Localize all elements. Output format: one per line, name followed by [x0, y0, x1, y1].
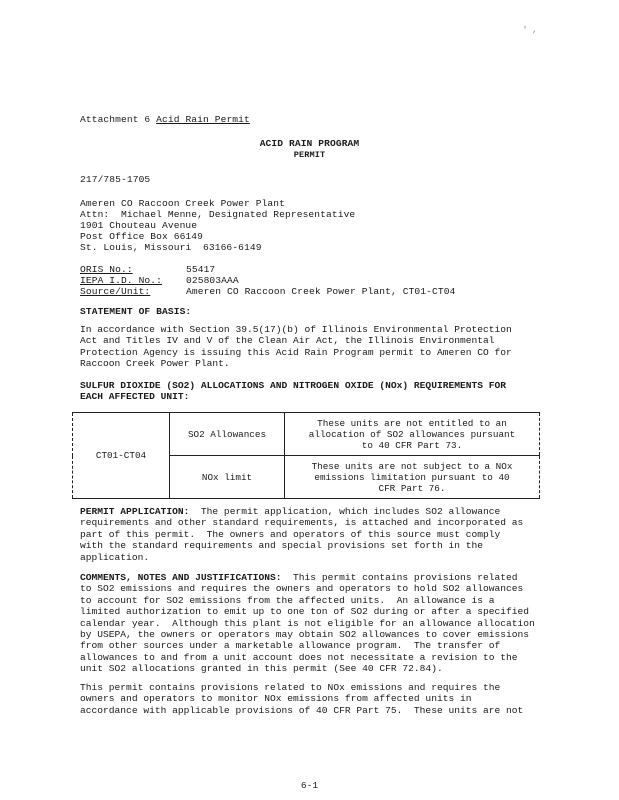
statement-body: In accordance with Section 39.5(17)(b) of Illinois Environmental Protection Act and Titles IV and V of the Clean Air Act, the Illinois Environmental Protection Agency is issuing this Acid Rain Program permit to Ameren CO for Raccoon Creek Power Plant.: [80, 324, 512, 370]
phone-number: 217/785-1705: [80, 174, 151, 185]
oris-label: ORIS No.:: [80, 264, 133, 275]
corner-mark: ' ,: [522, 26, 537, 35]
allocations-table: [72, 412, 540, 499]
program-title: ACID RAIN PROGRAM: [259, 138, 360, 149]
iepa-id-label: IEPA I.D. No.:: [80, 275, 163, 286]
address-line: Ameren CO Raccoon Creek Power Plant: [80, 198, 286, 209]
address-line: Post Office Box 66149: [80, 231, 204, 242]
address-line: St. Louis, Missouri 63166-6149: [80, 242, 262, 253]
so2-allowances-label: SO2 Allowances: [170, 413, 285, 456]
permit-application-label: PERMIT APPLICATION:: [80, 506, 190, 517]
comments-label: COMMENTS, NOTES AND JUSTIFICATIONS:: [80, 572, 282, 583]
attachment-prefix: Attachment 6: [80, 114, 151, 125]
address-line: 1901 Chouteau Avenue: [80, 220, 198, 231]
source-unit-label: Source/Unit:: [80, 286, 151, 297]
nox-limit-label: NOx limit: [170, 456, 285, 499]
so2-allowances-value: These units are not entitled to an allocation of SO2 allowances pursuant to 40 CFR Part 73.: [285, 413, 540, 456]
unit-cell: CT01-CT04: [73, 413, 170, 499]
permit-application-text: The permit application, which includes SO2 allowance requirements and other standard requirements, is attached and incorporated as part of this permit. The owners and operators of this source must comply with the standard requirements and special provisions set forth in the application.: [80, 506, 524, 563]
allocations-heading: SULFUR DIOXIDE (SO2) ALLOCATIONS AND NITROGEN OXIDE (NOx) REQUIREMENTS FOR EACH AFFECTED UNIT:: [80, 380, 507, 403]
statement-heading: STATEMENT OF BASIS:: [80, 306, 192, 317]
table-row: [73, 413, 540, 456]
iepa-id-value: 025803AAA: [186, 275, 239, 286]
closing-paragraph: This permit contains provisions related to NOx emissions and requires the owners and operators to monitor NOx emissions from affected units in accordance with applicable provisions of 40 CFR Part 75. These units are not: [80, 682, 524, 716]
oris-value: 55417: [186, 264, 216, 275]
attachment-title: Acid Rain Permit: [156, 114, 250, 125]
attachment-heading: [80, 114, 250, 125]
address-line: Attn: Michael Menne, Designated Representative: [80, 209, 356, 220]
source-unit-value: Ameren CO Raccoon Creek Power Plant, CT01-CT04: [186, 286, 456, 297]
permit-application-paragraph: [80, 506, 523, 563]
comments-text: This permit contains provisions related to SO2 emissions and requires the owners and operators to hold SO2 allowances to account for SO2 emissions from the affected units. An allowance is a limited authorization to emit up to one ton of SO2 during or after a specified calendar year. Although this plant is not eligible for an allowance allocation by USEPA, the owners or operators may obtain SO2 allowances to cover emissions from other sources under a marketable allowance program. The transfer of allowances to and from a unit account does not necessitate a revision to the unit SO2 allocations granted in this permit (See 40 CFR 72.84).: [80, 572, 535, 675]
page-number: 6-1: [300, 780, 319, 791]
nox-limit-value: These units are not subject to a NOx emissions limitation pursuant to 40 CFR Part 76.: [285, 456, 540, 499]
comments-paragraph: [80, 572, 535, 675]
program-subtitle: PERMIT: [293, 150, 326, 160]
